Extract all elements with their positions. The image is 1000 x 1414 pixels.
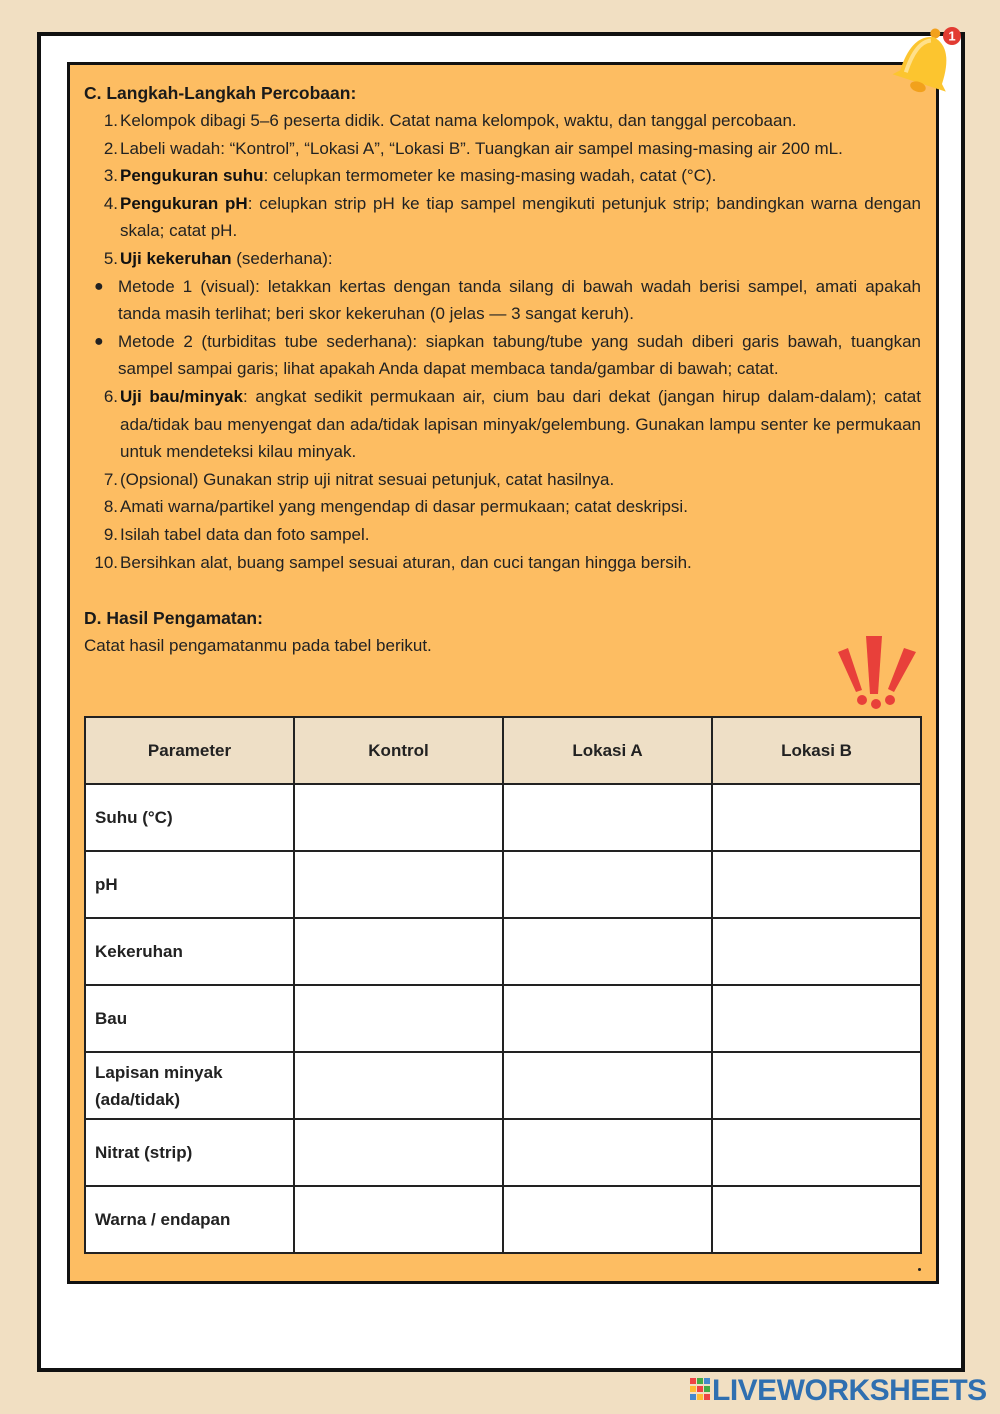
input-cell[interactable]	[294, 918, 503, 985]
input-cell[interactable]	[503, 985, 712, 1052]
step-bold-label: Pengukuran suhu	[120, 166, 264, 186]
step-content	[120, 162, 921, 190]
row-label: Lapisan minyak (ada/tidak)	[85, 1052, 294, 1119]
step-text: : angkat sedikit permukaan air, cium bau dari dekat (jangan hirup dalam-dalam); catat ada/tidak bau menyengat dan ada/tidak lapisan minyak/gelembung. Gunakan lampu senter ke permukaan untuk mendeteksi kilau minyak.	[120, 386, 921, 462]
section-d-subtitle: Catat hasil pengamatanmu pada tabel berikut.	[84, 636, 432, 656]
header-kontrol: Kontrol	[294, 717, 503, 784]
input-cell[interactable]	[294, 1119, 503, 1186]
step-number: 8.	[103, 497, 118, 517]
header-lokasi-a: Lokasi A	[503, 717, 712, 784]
step-bold-label: Uji bau/minyak	[120, 386, 243, 406]
step-number: 7.	[103, 469, 118, 489]
step-item	[84, 493, 921, 521]
table-row	[85, 1186, 921, 1253]
step-item	[84, 549, 921, 577]
section-c-title: C. Langkah-Langkah Percobaan:	[84, 83, 357, 103]
notification-count: 1	[948, 28, 956, 44]
step-item	[84, 245, 921, 273]
input-cell[interactable]	[294, 1186, 503, 1253]
step-number: 9.	[103, 524, 118, 544]
step-text: Bersihkan alat, buang sampel sesuai aturan, dan cuci tangan hingga bersih.	[120, 552, 692, 572]
input-cell[interactable]	[503, 918, 712, 985]
content	[84, 79, 921, 659]
step-content	[120, 383, 921, 466]
step-text: (Opsional) Gunakan strip uji nitrat sesuai petunjuk, catat hasilnya.	[120, 469, 615, 489]
bell-icon[interactable]	[890, 22, 962, 102]
input-cell[interactable]	[712, 784, 921, 851]
liveworksheets-logo[interactable]	[690, 1373, 987, 1409]
step-content	[120, 245, 921, 273]
step-number: 5.	[103, 248, 118, 268]
input-cell[interactable]	[503, 784, 712, 851]
observation-table	[84, 716, 922, 1254]
input-cell[interactable]	[712, 851, 921, 918]
step-text: : celupkan strip pH ke tiap sampel mengikuti petunjuk strip; bandingkan warna dengan skala; catat pH.	[120, 193, 922, 241]
step-bold-label: Pengukuran pH	[120, 193, 248, 213]
steps-list	[84, 107, 921, 576]
input-cell[interactable]	[294, 784, 503, 851]
stray-dot	[918, 1268, 921, 1271]
bullet-dot: ●	[94, 332, 104, 350]
table-row	[85, 985, 921, 1052]
bullet-text: Metode 1 (visual): letakkan kertas dengan tanda silang di bawah wadah berisi sampel, amati apakah tanda masih terlihat; beri skor kekeruhan (0 jelas — 3 sangat keruh).	[118, 276, 921, 324]
input-cell[interactable]	[294, 851, 503, 918]
step-number: 10.	[94, 552, 118, 572]
input-cell[interactable]	[712, 918, 921, 985]
logo-mark-icon	[690, 1376, 712, 1406]
step-item	[84, 383, 921, 466]
step-text: : celupkan termometer ke masing-masing wadah, catat (°C).	[263, 166, 717, 186]
step-number: 6.	[103, 386, 118, 406]
step-number: 3.	[103, 166, 118, 186]
worksheet-page	[37, 32, 965, 1372]
row-label: Suhu (°C)	[85, 784, 294, 851]
step-number: 2.	[103, 138, 118, 158]
input-cell[interactable]	[503, 1052, 712, 1119]
step-text: Labeli wadah: “Kontrol”, “Lokasi A”, “Lokasi B”. Tuangkan air sampel masing-masing air 200 mL.	[120, 138, 843, 158]
bullet-item	[84, 328, 921, 383]
section-spacer	[84, 576, 921, 604]
header-lokasi-b: Lokasi B	[712, 717, 921, 784]
bullet-text: Metode 2 (turbiditas tube sederhana): siapkan tabung/tube yang sudah diberi garis bawah, tuangkan sampel sampai garis; lihat apakah Anda dapat membaca tanda/gambar di bawah; catat.	[118, 331, 921, 379]
step-item	[84, 107, 921, 135]
step-item	[84, 162, 921, 190]
row-label: Warna / endapan	[85, 1186, 294, 1253]
step-item	[84, 466, 921, 494]
table-row	[85, 1119, 921, 1186]
input-cell[interactable]	[503, 1186, 712, 1253]
input-cell[interactable]	[294, 985, 503, 1052]
step-content	[120, 190, 921, 245]
input-cell[interactable]	[294, 1052, 503, 1119]
table-row	[85, 851, 921, 918]
input-cell[interactable]	[712, 1186, 921, 1253]
bullet-dot: ●	[94, 277, 104, 295]
row-label: Bau	[85, 985, 294, 1052]
row-label: Nitrat (strip)	[85, 1119, 294, 1186]
row-label: pH	[85, 851, 294, 918]
step-text: Amati warna/partikel yang mengendap di dasar permukaan; catat deskripsi.	[120, 497, 688, 517]
step-text: (sederhana):	[231, 248, 333, 268]
step-number: 4.	[103, 193, 118, 213]
row-label: Kekeruhan	[85, 918, 294, 985]
step-number: 1.	[103, 111, 118, 130]
input-cell[interactable]	[503, 1119, 712, 1186]
section-d-title: D. Hasil Pengamatan:	[84, 608, 263, 629]
step-bold-label: Uji kekeruhan	[120, 248, 232, 268]
step-item	[84, 190, 921, 245]
table-row	[85, 784, 921, 851]
logo-text: LIVEWORKSHEETS	[712, 1374, 987, 1407]
content-panel	[67, 62, 939, 1284]
step-text: Kelompok dibagi 5–6 peserta didik. Catat nama kelompok, waktu, dan tanggal percobaan.	[120, 111, 797, 130]
table-header-row	[85, 717, 921, 784]
input-cell[interactable]	[712, 985, 921, 1052]
table-row	[85, 1052, 921, 1119]
step-text: Isilah tabel data dan foto sampel.	[120, 524, 370, 544]
header-parameter: Parameter	[85, 717, 294, 784]
input-cell[interactable]	[712, 1052, 921, 1119]
input-cell[interactable]	[712, 1119, 921, 1186]
input-cell[interactable]	[503, 851, 712, 918]
table-row	[85, 918, 921, 985]
bullet-item	[84, 273, 921, 328]
step-item	[84, 521, 921, 549]
exclamation-icon	[832, 632, 922, 714]
step-item	[84, 135, 921, 163]
